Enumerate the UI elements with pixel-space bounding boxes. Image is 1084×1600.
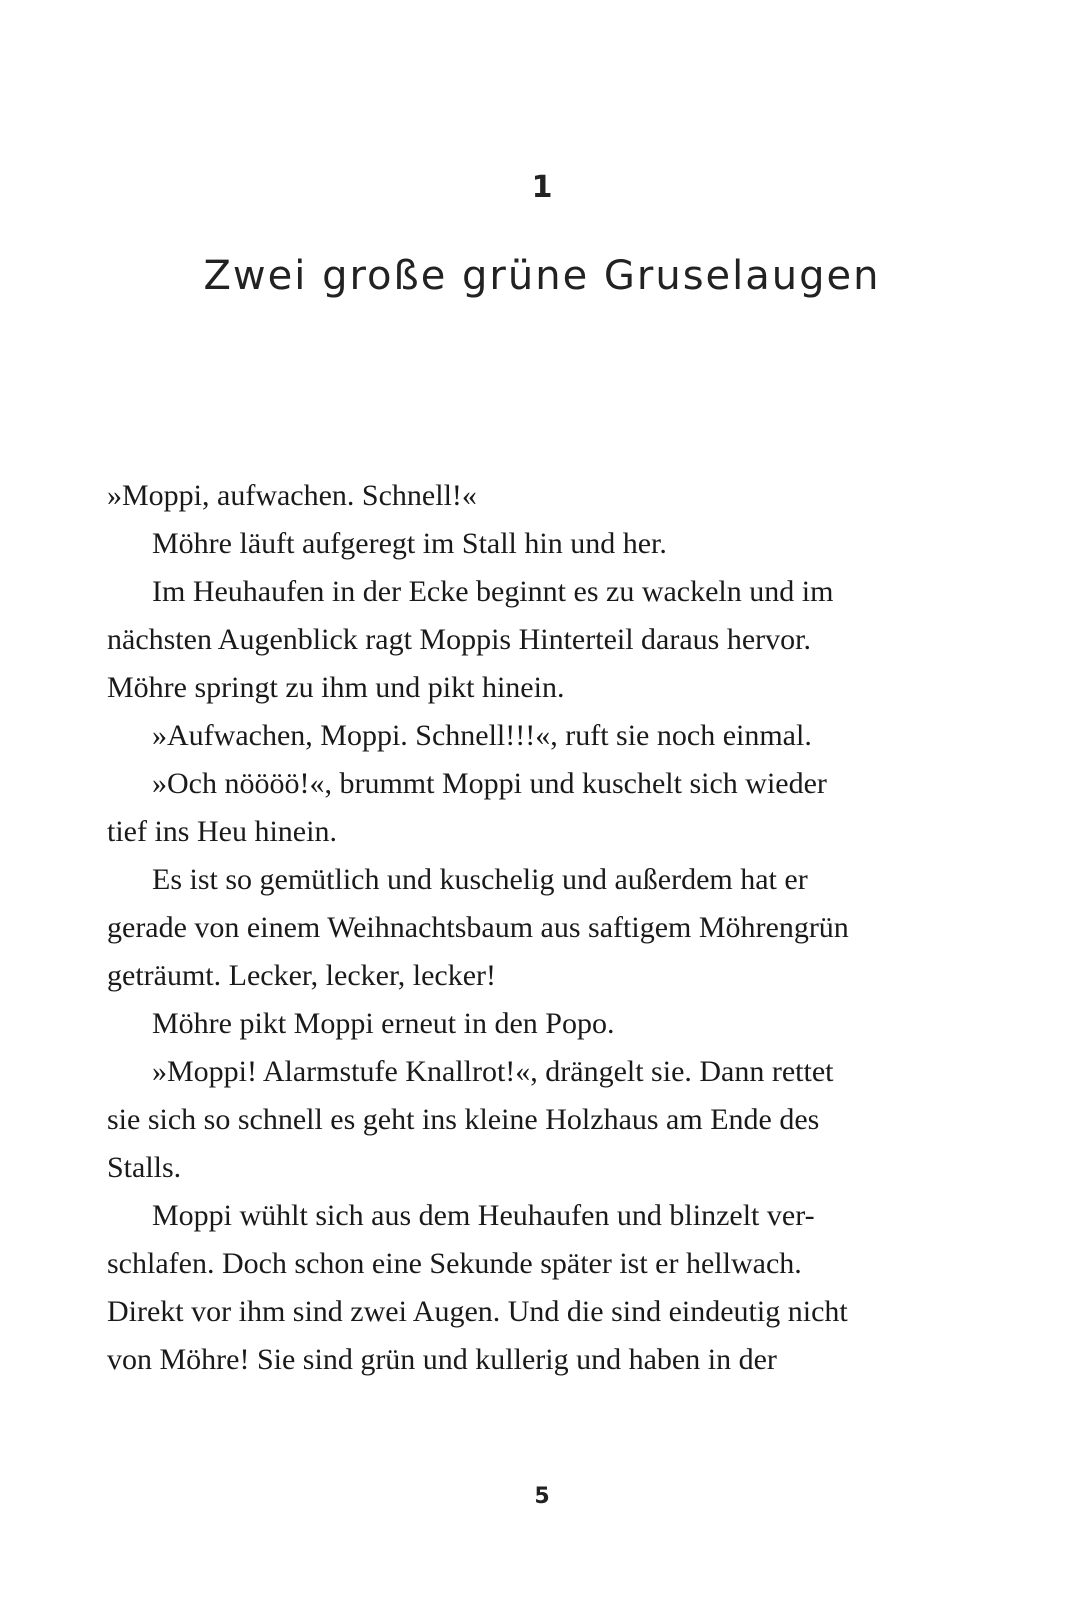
chapter-number: 1 (531, 170, 553, 205)
text-line: schlafen. Doch schon eine Sekunde später ist er hellwach. (107, 1247, 802, 1280)
text-line: Möhre pikt Moppi erneut in den Popo. (152, 1007, 615, 1040)
text-line: Stalls. (107, 1151, 182, 1184)
text-line: »Moppi! Alarmstufe Knallrot!«, drängelt sie. Dann rettet (152, 1055, 834, 1088)
text-line: gerade von einem Weihnachtsbaum aus saftigem Möhrengrün (107, 911, 849, 944)
body-text (107, 472, 987, 1384)
text-line: »Aufwachen, Moppi. Schnell!!!«, ruft sie noch einmal. (152, 719, 812, 752)
text-line: Möhre läuft aufgeregt im Stall hin und her. (152, 527, 667, 560)
text-line: »Och nöööö!«, brummt Moppi und kuschelt sich wieder (152, 767, 827, 800)
text-line: Es ist so gemütlich und kuschelig und außerdem hat er (152, 863, 808, 896)
text-line: nächsten Augenblick ragt Moppis Hinterteil daraus hervor. (107, 623, 811, 656)
text-line: Möhre springt zu ihm und pikt hinein. (107, 671, 565, 704)
text-line: Im Heuhaufen in der Ecke beginnt es zu wackeln und im (152, 575, 834, 608)
page-number: 5 (534, 1484, 550, 1509)
chapter-title: Zwei große grüne Gruselaugen (203, 253, 881, 299)
text-line: geträumt. Lecker, lecker, lecker! (107, 959, 497, 992)
text-line: von Möhre! Sie sind grün und kullerig und haben in der (107, 1343, 777, 1376)
text-line: »Moppi, aufwachen. Schnell!« (107, 479, 477, 512)
text-line: tief ins Heu hinein. (107, 815, 337, 848)
text-line: Direkt vor ihm sind zwei Augen. Und die sind eindeutig nicht (107, 1295, 848, 1328)
text-line: sie sich so schnell es geht ins kleine Holzhaus am Ende des (107, 1103, 820, 1136)
text-line: Moppi wühlt sich aus dem Heuhaufen und blinzelt ver- (152, 1199, 815, 1232)
